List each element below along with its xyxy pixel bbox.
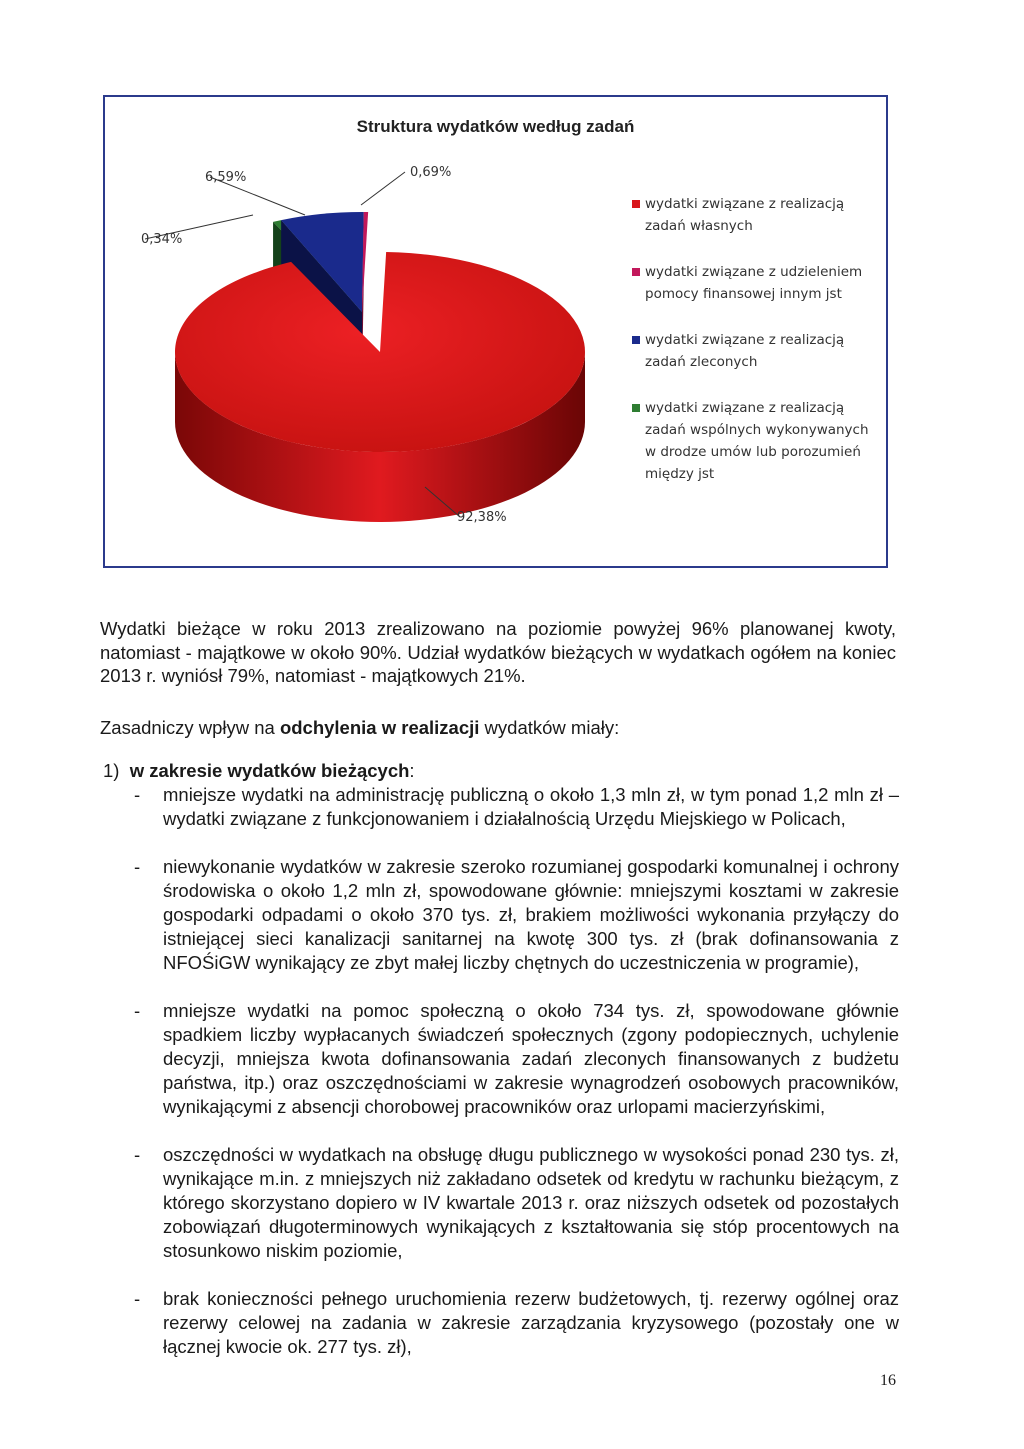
legend-swatch-red — [632, 200, 640, 208]
list-colon: : — [409, 760, 415, 781]
legend-item-joint-tasks — [632, 397, 882, 485]
slice-own-tasks — [175, 252, 585, 452]
intro-suffix: wydatków miały: — [479, 717, 620, 738]
leader-line-joint — [361, 172, 405, 205]
bullet-item-budget-reserves: brak konieczności pełnego uruchomienia rezerw budżetowych, tj. rezerwy ogólnej oraz rezerwy celowej na zadania w zakresie zarządzania kryzysowego (pozostały one w łącznej kwocie ok. 277 tys. zł), — [163, 1288, 899, 1357]
data-label-slice-joint-tasks: 0,69% — [410, 165, 452, 180]
page-number: 16 — [880, 1372, 896, 1389]
paragraph-expenditure-summary: Wydatki bieżące w roku 2013 zrealizowano na poziomie powyżej 96% planowanej kwoty, natomiast - majątkowe w około 90%. Udział wydatków bieżących w wydatkach ogółem na koniec 2013 r. wyniósł 79%, natomiast - majątkowych 21%. — [100, 618, 896, 686]
legend-label: wydatki związane z realizacją zadań własnych — [645, 196, 845, 234]
legend-swatch-blue — [632, 336, 640, 344]
bullet-item-municipal-economy: niewykonanie wydatków w zakresie szeroko rozumianej gospodarki komunalnej i ochrony środowiska o około 1,2 mln zł, spowodowane głównie: mniejszymi kosztami w zakresie gospodarki odpadami o około 370 tys. zł, brakiem możliwości wykonania przyłączy do istniejącej sieci kanalizacji sanitarnej na kwotę 300 tys. zł (brak dofinansowania z NFOŚiGW wynikający ze zbyt małej liczby chętnych do uczestniczenia w programie), — [163, 856, 899, 973]
legend-swatch-magenta — [632, 268, 640, 276]
bullet-item-administration: mniejsze wydatki na administrację publiczną o około 1,3 mln zł, w tym ponad 1,2 mln zł – wydatki związane z funkcjonowaniem i działalnością Urzędu Miejskiego w Policach, — [163, 784, 899, 829]
data-label-slice-commissioned-tasks: 6,59% — [205, 170, 247, 185]
pie-chart — [105, 97, 625, 567]
legend-label: wydatki związane z realizacją zadań zleconych — [645, 332, 845, 370]
paragraph-deviations-intro — [100, 716, 896, 740]
legend-swatch-green — [632, 404, 640, 412]
chart-legend — [632, 193, 882, 485]
list-heading-bold: w zakresie wydatków bieżących — [129, 760, 410, 781]
data-label-slice-financial-aid: 0,34% — [141, 232, 183, 247]
bullet-mark: - — [134, 1000, 141, 1021]
bullet-item-social-aid: mniejsze wydatki na pomoc społeczną o około 734 tys. zł, spowodowane głównie spadkiem liczby wypłacanych świadczeń społecznych (zgony podopiecznych, uchylenie decyzji, mniejsza kwota dofinansowania zadań zleconych finansowanych z budżetu państwa, itp.) oraz oszczędnościami w zakresie wynagrodzeń osobowych pracowników, wynikającymi z absencji chorobowej pracowników oraz urlopami macierzyńskimi, — [163, 1000, 899, 1117]
bullet-mark: - — [134, 1144, 141, 1165]
data-label-slice-own-tasks: 92,38% — [457, 510, 507, 525]
intro-prefix: Zasadniczy wpływ na — [100, 717, 280, 738]
list-number: 1) — [103, 760, 120, 781]
bullet-item-public-debt: oszczędności w wydatkach na obsługę długu publicznego w wysokości ponad 230 tys. zł, wynikające m.in. z mniejszych niż zakładano odsetek od kredytu w rachunku bieżącym, z którego skorzystano dopiero w IV kwartale 2013 r. oraz niższych odsetek od pozostałych zobowiązań długoterminowych wynikających z kształtowania się stóp procentowych na stosunkowo niskim poziomie, — [163, 1144, 899, 1261]
chart-title: Struktura wydatków według zadań — [356, 117, 635, 136]
bullet-mark: - — [134, 1288, 141, 1309]
pie-chart-frame — [103, 95, 888, 568]
list-heading — [103, 760, 415, 782]
bullet-mark: - — [134, 856, 141, 877]
legend-label: wydatki związane z realizacją zadań wspólnych wykonywanych w drodze umów lub porozumień między jst — [645, 400, 869, 482]
intro-bold: odchylenia w realizacji — [279, 717, 480, 738]
legend-item-own-tasks — [632, 193, 882, 237]
legend-label: wydatki związane z udzieleniem pomocy finansowej innym jst — [645, 264, 863, 302]
bullet-mark: - — [134, 784, 141, 805]
legend-item-financial-aid — [632, 261, 882, 305]
legend-item-commissioned-tasks — [632, 329, 882, 373]
